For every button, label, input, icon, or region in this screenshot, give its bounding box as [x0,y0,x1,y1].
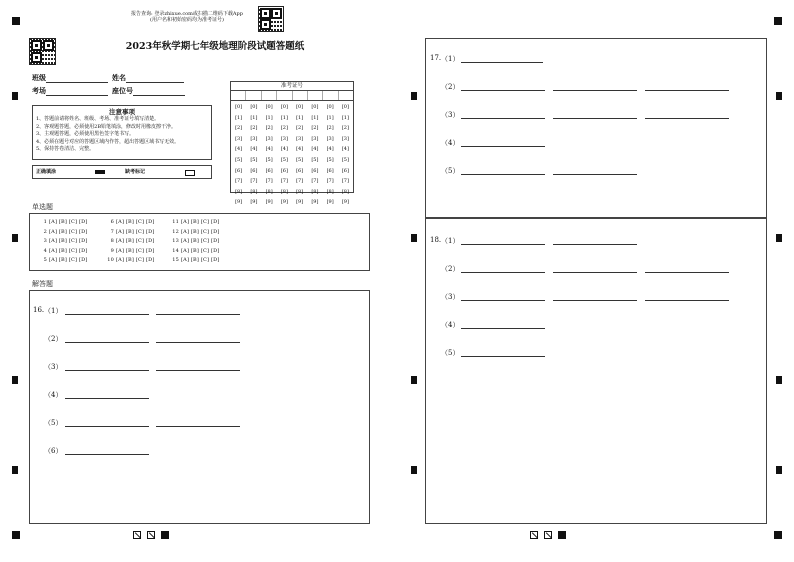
page-check-box [544,531,552,539]
exam-id-digit-column[interactable] [324,102,337,208]
exam-id-digit-column[interactable] [278,102,291,208]
exam-id-digit-bubble[interactable]: [8] [235,188,243,195]
q17-answer-line[interactable] [461,90,545,91]
timing-mark [12,92,18,100]
mcq-question-row[interactable] [38,219,88,225]
exam-id-digit-bubble[interactable]: [6] [280,167,288,174]
exam-id-digit-bubble[interactable]: [4] [265,146,273,153]
exam-id-digit-bubble[interactable]: [0] [250,104,258,110]
exam-id-digit-bubble[interactable]: [6] [250,167,258,174]
mcq-option-bubbles[interactable]: [A] [B] [C] [D] [181,247,220,254]
q16-part-3: （3） [44,363,63,371]
exam-id-digit-bubble[interactable]: [4] [341,146,349,153]
mcq-question-row[interactable] [38,238,88,244]
notes-box [32,105,212,160]
exam-id-digit-bubble[interactable]: [2] [341,125,349,132]
q18-answer-line[interactable] [645,272,729,273]
notes-item: 4、必须在题号对应的答题区域内作答，超出答题区域书写无效。 [36,138,180,145]
exam-id-digit-bubble[interactable]: [3] [311,135,319,142]
exam-id-digit-bubble[interactable]: [9] [280,199,288,206]
q18-answer-line[interactable] [553,244,637,245]
exam-id-digit-bubble[interactable]: [7] [235,178,243,185]
exam-id-digit-bubble[interactable]: [1] [296,114,304,121]
mcq-option-bubbles[interactable]: [A] [B] [C] [D] [181,257,220,263]
mcq-question-row[interactable] [38,229,88,235]
correct-fill-sample [95,170,105,174]
exam-id-digit-bubble[interactable]: [4] [311,146,319,153]
timing-mark [411,376,417,384]
q17-answer-line[interactable] [553,118,637,119]
timing-mark [411,92,417,100]
report-query-line-1: 报告查询: 登录zhixue.com或扫描二维码下载App [131,11,243,17]
notes-item: 3、主观题答题，必须使用黑色签字笔书写。 [36,131,135,137]
exam-id-digit-bubble[interactable]: [2] [296,125,304,132]
mcq-section-label: 单选题 [32,203,53,211]
corner-mark-top-left [12,17,20,25]
report-query-line-2: (用户名和初始密码均为准考证号) [150,17,224,23]
q18-part-3: （3） [441,293,460,301]
mcq-question-number: 9 [110,247,114,254]
exam-id-digit-column[interactable] [293,102,306,208]
exam-id-digit-bubble[interactable]: [1] [280,114,288,121]
exam-id-digit-bubble[interactable]: [5] [250,156,258,163]
mcq-question-row[interactable] [170,229,220,235]
exam-id-write-row[interactable] [231,91,353,101]
q17-number: 17. [430,54,442,62]
mcq-option-bubbles[interactable]: [A] [B] [C] [D] [49,257,88,263]
q16-part-5: （5） [44,419,63,427]
sheet-qr-code [29,38,56,65]
q16-answer-line[interactable] [65,454,149,455]
timing-mark [411,466,417,474]
name-field [112,73,184,83]
q18-part-4: （4） [441,321,460,329]
q17-part-4: （4） [441,139,460,147]
exam-id-digit-bubble[interactable]: [4] [326,146,334,153]
exam-id-digit-bubble[interactable]: [5] [311,156,319,163]
mcq-question-number: 2 [43,228,47,235]
mcq-question-row[interactable] [105,229,155,235]
q17-part-5: （5） [441,167,460,175]
mcq-box [29,213,370,271]
exam-id-digit-bubble[interactable]: [3] [280,135,288,142]
mcq-question-row[interactable] [105,257,155,263]
timing-mark [776,92,782,100]
q18-answer-line[interactable] [461,272,545,273]
exam-id-digit-bubble[interactable]: [1] [235,114,243,121]
exam-id-digit-bubble[interactable]: [6] [326,167,334,174]
mcq-option-bubbles[interactable]: [A] [B] [C] [D] [116,247,155,254]
exam-id-digit-bubble[interactable]: [2] [250,125,258,132]
q18-answer-box [425,218,767,524]
exam-id-digit-bubble[interactable]: [0] [311,104,319,110]
q17-answer-line[interactable] [645,90,729,91]
exam-id-digit-bubble[interactable]: [5] [265,156,273,163]
page-check-box [147,531,155,539]
q16-answer-line[interactable] [156,314,240,315]
exam-id-bubble-grid[interactable] [231,101,353,206]
exam-id-digit-bubble[interactable]: [7] [280,178,288,185]
mcq-question-row[interactable] [38,257,88,263]
q16-part-4: （4） [44,391,63,399]
q16-answer-line[interactable] [65,426,149,427]
exam-id-digit-bubble[interactable]: [6] [265,167,273,174]
exam-id-digit-bubble[interactable]: [0] [341,104,349,110]
page-title: 2023年秋学期七年级地理阶段试题答题纸 [125,41,305,52]
exam-id-digit-bubble[interactable]: [6] [341,167,349,174]
exam-id-digit-column[interactable] [247,102,260,208]
mcq-question-row[interactable] [105,248,155,254]
exam-id-digit-bubble[interactable]: [3] [296,135,304,142]
mcq-option-bubbles[interactable]: [A] [B] [C] [D] [49,228,88,235]
exam-id-digit-bubble[interactable]: [9] [296,199,304,206]
seat-label: 座位号 [112,86,133,95]
exam-id-digit-bubble[interactable]: [7] [341,178,349,185]
mcq-question-number: 14 [172,247,179,254]
exam-id-digit-bubble[interactable]: [7] [265,178,273,185]
exam-id-digit-bubble[interactable]: [1] [265,114,273,121]
exam-id-digit-bubble[interactable]: [8] [326,188,334,195]
corner-mark-top-right [774,17,782,25]
q16-answer-line[interactable] [65,342,149,343]
mcq-option-bubbles[interactable]: [A] [B] [C] [D] [116,257,155,263]
mcq-option-bubbles[interactable]: [A] [B] [C] [D] [181,228,220,235]
q18-answer-line[interactable] [553,300,637,301]
exam-id-digit-bubble[interactable]: [1] [311,114,319,121]
name-input-line[interactable] [126,75,184,83]
exam-id-digit-bubble[interactable]: [0] [296,104,304,110]
mcq-question-row[interactable] [105,238,155,244]
report-query-notice [112,11,262,23]
q16-part-1: （1） [44,307,63,315]
exam-id-digit-bubble[interactable]: [0] [265,104,273,110]
q18-part-1: （1） [441,237,460,245]
exam-id-digit-bubble[interactable]: [4] [250,146,258,153]
exam-id-digit-bubble[interactable]: [9] [341,199,349,206]
q17-answer-line[interactable] [645,118,729,119]
exam-id-digit-bubble[interactable]: [7] [326,178,334,185]
timing-mark [776,376,782,384]
q18-answer-line[interactable] [645,300,729,301]
exam-id-digit-bubble[interactable]: [9] [311,199,319,206]
exam-id-digit-bubble[interactable]: [8] [250,188,258,195]
exam-id-digit-bubble[interactable]: [8] [341,188,349,195]
timing-mark [12,466,18,474]
mcq-question-number: 15 [172,257,179,263]
fill-example-box [32,165,212,179]
exam-id-digit-bubble[interactable]: [9] [235,199,243,206]
exam-id-digit-bubble[interactable]: [1] [250,114,258,121]
exam-id-digit-bubble[interactable]: [2] [280,125,288,132]
exam-id-digit-bubble[interactable]: [0] [326,104,334,110]
class-field [32,73,108,83]
exam-id-digit-column[interactable] [339,102,352,208]
q17-answer-line[interactable] [553,174,637,175]
exam-id-digit-bubble[interactable]: [5] [341,156,349,163]
q16-answer-box [29,290,370,524]
notes-item: 2、客观题答题，必须使用2B铅笔填涂，修改时用橡皮擦干净。 [36,123,177,130]
q16-answer-line[interactable] [156,342,240,343]
mcq-option-bubbles[interactable]: [A] [B] [C] [D] [49,247,88,254]
exam-room-label: 考场 [32,86,46,95]
exam-id-digit-bubble[interactable]: [5] [296,156,304,163]
exam-id-digit-bubble[interactable]: [2] [265,125,273,132]
exam-id-digit-bubble[interactable]: [4] [296,146,304,153]
q18-answer-line[interactable] [461,356,545,357]
timing-mark [776,466,782,474]
exam-id-digit-bubble[interactable]: [1] [341,114,349,121]
exam-id-digit-bubble[interactable]: [2] [326,125,334,132]
correct-fill-label: 正确填涂 [36,169,57,175]
exam-id-digit-bubble[interactable]: [3] [341,135,349,142]
mcq-question-number: 6 [110,219,114,225]
mcq-option-bubbles[interactable]: [A] [B] [C] [D] [116,219,155,225]
q17-answer-line[interactable] [461,146,545,147]
q18-answer-line[interactable] [461,328,545,329]
q17-answer-line[interactable] [461,174,545,175]
page-mark [558,531,566,539]
q16-part-6: （6） [44,447,63,455]
q18-answer-line[interactable] [461,244,545,245]
mcq-question-number: 5 [43,257,47,263]
q16-answer-line[interactable] [156,426,240,427]
class-label: 班级 [32,73,46,82]
exam-id-digit-bubble[interactable]: [5] [280,156,288,163]
exam-id-digit-bubble[interactable]: [9] [326,199,334,206]
q18-answer-line[interactable] [553,272,637,273]
exam-id-digit-column[interactable] [232,102,245,208]
q17-part-1: （1） [441,55,460,63]
exam-id-digit-bubble[interactable]: [2] [311,125,319,132]
timing-mark [776,234,782,242]
mcq-question-number: 4 [43,247,47,254]
exam-id-digit-bubble[interactable]: [8] [296,188,304,195]
exam-id-digit-bubble[interactable]: [3] [235,135,243,142]
q17-answer-line[interactable] [461,62,543,63]
q17-part-2: （2） [441,83,460,91]
mcq-question-number: 12 [172,228,179,235]
mcq-question-row[interactable] [170,219,220,225]
mcq-question-number: 8 [110,238,114,244]
mcq-question-number: 11 [172,219,179,225]
mcq-question-row[interactable] [170,257,220,263]
q17-answer-box [425,38,767,218]
seat-field [112,86,185,96]
timing-mark [12,376,18,384]
exam-id-digit-column[interactable] [308,102,321,208]
q17-answer-line[interactable] [461,118,545,119]
exam-id-digit-bubble[interactable]: [6] [296,167,304,174]
page-check-box [133,531,141,539]
mcq-option-bubbles[interactable]: [A] [B] [C] [D] [116,228,155,235]
exam-id-digit-bubble[interactable]: [7] [296,178,304,185]
exam-id-digit-bubble[interactable]: [8] [265,188,273,195]
exam-id-digit-bubble[interactable]: [0] [280,104,288,110]
page-mark [161,531,169,539]
timing-mark [411,234,417,242]
notes-item: 5、保持答卷清洁、完整。 [36,146,95,152]
mcq-question-row[interactable] [170,238,220,244]
mcq-question-row[interactable] [38,248,88,254]
seat-input-line[interactable] [133,88,185,96]
exam-id-digit-bubble[interactable]: [8] [280,188,288,195]
q16-answer-line[interactable] [156,370,240,371]
exam-id-digit-bubble[interactable]: [3] [326,135,334,142]
q16-answer-line[interactable] [65,370,149,371]
notes-item: 1、答题前请将姓名、班级、考场、准考证号填写清楚。 [36,116,160,122]
exam-room-field [32,86,108,96]
corner-mark-bottom-right [774,531,782,539]
corner-mark-bottom-left [12,531,20,539]
answer-section-label: 解答题 [32,280,53,288]
exam-id-digit-bubble[interactable]: [8] [311,188,319,195]
mcq-question-row[interactable] [170,248,220,254]
page-check-box [530,531,538,539]
exam-id-digit-bubble[interactable]: [4] [235,146,243,153]
exam-id-digit-bubble[interactable]: [5] [326,156,334,163]
class-input-line[interactable] [46,75,108,83]
exam-id-digit-bubble[interactable]: [7] [250,178,258,185]
exam-room-input-line[interactable] [46,88,108,96]
q17-part-3: （3） [441,111,460,119]
mcq-option-bubbles[interactable]: [A] [B] [C] [D] [181,219,220,225]
exam-id-digit-bubble[interactable]: [4] [280,146,288,153]
q16-number: 16. [33,306,45,314]
exam-id-digit-bubble[interactable]: [9] [265,199,273,206]
q18-number: 18. [430,236,442,244]
q16-answer-line[interactable] [65,314,149,315]
mcq-option-bubbles[interactable]: [A] [B] [C] [D] [49,219,88,225]
exam-id-digit-column[interactable] [263,102,276,208]
q18-part-2: （2） [441,265,460,273]
notes-title: 注意事项 [109,108,135,116]
exam-id-digit-bubble[interactable]: [2] [235,125,243,132]
q18-answer-line[interactable] [461,300,545,301]
missing-mark-box[interactable] [185,170,195,176]
mcq-question-number: 7 [110,228,114,235]
mcq-option-bubbles[interactable]: [A] [B] [C] [D] [181,238,220,244]
missing-mark-label: 缺考标记 [125,169,146,175]
exam-id-digit-bubble[interactable]: [3] [250,135,258,142]
exam-id-title: 准考证号 [231,82,353,91]
name-label: 姓名 [112,73,126,82]
exam-id-digit-bubble[interactable]: [7] [311,178,319,185]
exam-id-digit-bubble[interactable]: [6] [235,167,243,174]
mcq-question-number: 10 [107,257,114,263]
q17-answer-line[interactable] [553,90,637,91]
mcq-option-bubbles[interactable]: [A] [B] [C] [D] [116,238,155,244]
exam-id-box [230,81,354,206]
exam-id-digit-bubble[interactable]: [1] [326,114,334,121]
exam-id-digit-bubble[interactable]: [0] [235,104,243,110]
exam-id-digit-bubble[interactable]: [5] [235,156,243,163]
mcq-question-row[interactable] [105,219,155,225]
mcq-question-number: 1 [43,219,47,225]
timing-mark [12,234,18,242]
mcq-option-bubbles[interactable]: [A] [B] [C] [D] [49,238,88,244]
exam-id-digit-bubble[interactable]: [9] [250,199,258,206]
q16-part-2: （2） [44,335,63,343]
exam-id-digit-bubble[interactable]: [3] [265,135,273,142]
q18-part-5: （5） [441,349,460,357]
mcq-question-number: 3 [43,238,47,244]
mcq-question-number: 13 [172,238,179,244]
q16-answer-line[interactable] [65,398,149,399]
exam-id-digit-bubble[interactable]: [6] [311,167,319,174]
